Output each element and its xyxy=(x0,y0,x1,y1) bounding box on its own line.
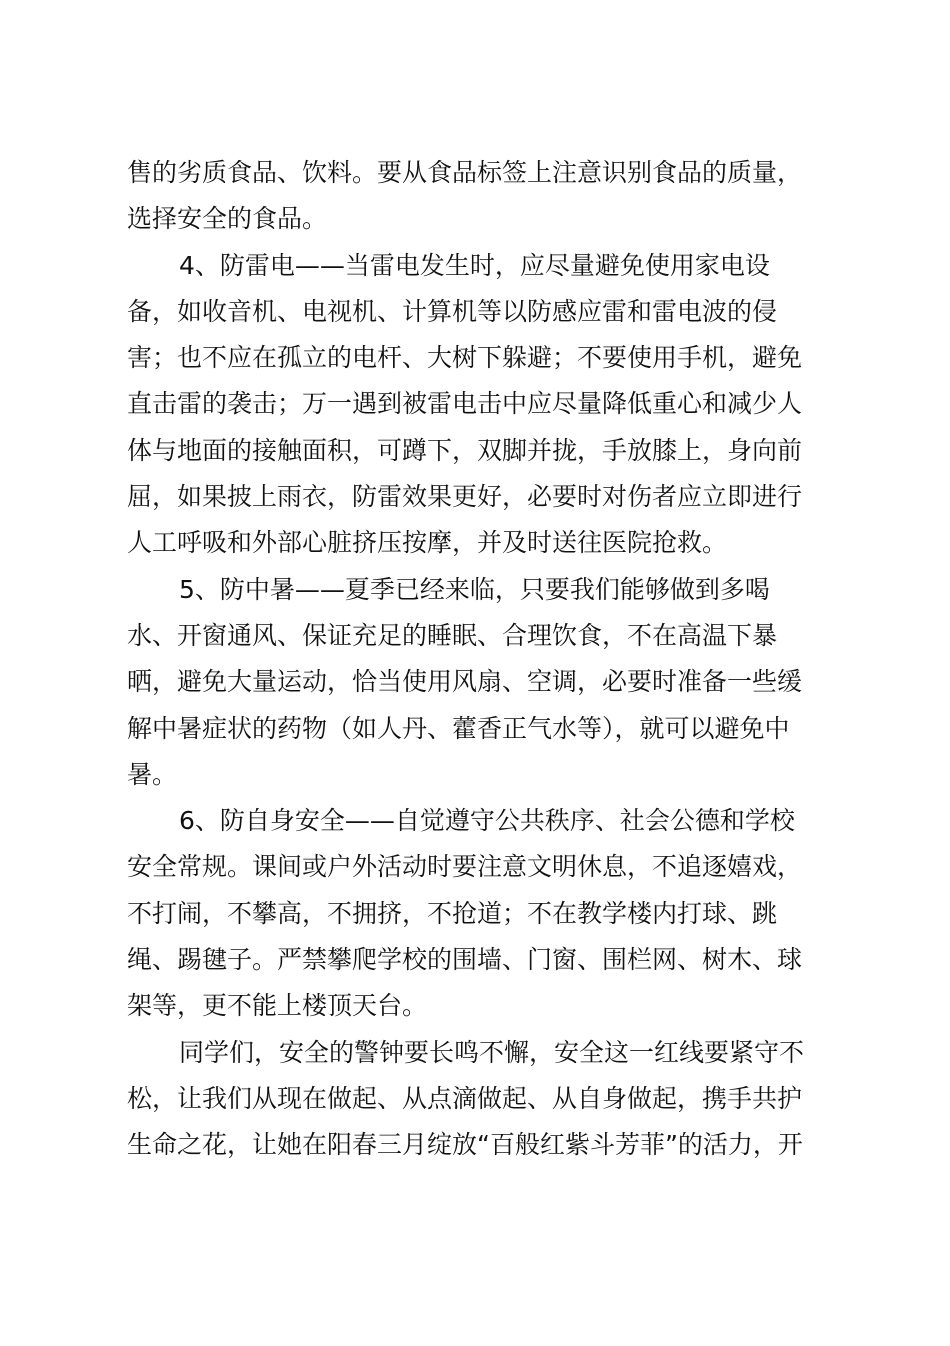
text-line: 晒，避免大量运动，恰当使用风扇、空调，必要时准备一些缓 xyxy=(127,667,803,697)
text-line: 备，如收音机、电视机、计算机等以防感应雷和雷电波的侵 xyxy=(127,296,778,326)
text-line: 选择安全的食品。 xyxy=(127,204,328,234)
text-line: 售的劣质食品、饮料。要从食品标签上注意识别食品的质量， xyxy=(127,158,803,187)
text-line: 安全常规。课间或户外活动时要注意文明休息，不追逐嬉戏， xyxy=(127,852,803,882)
text-line: 暑。 xyxy=(127,759,178,789)
body-text xyxy=(127,150,827,1169)
text-line: 松，让我们从现在做起、从点滴做起、从自身做起，携手共护 xyxy=(127,1083,803,1113)
text-line: 屈，如果披上雨衣，防雷效果更好，必要时对伤者应立即进行 xyxy=(127,482,803,512)
text-line: 架等，更不能上楼顶天台。 xyxy=(127,991,428,1021)
text-line: 解中暑症状的药物（如人丹、藿香正气水等），就可以避免中 xyxy=(127,713,790,743)
text-line: 害；也不应在孤立的电杆、大树下躲避；不要使用手机，避免 xyxy=(127,343,803,373)
text-line: 4、防雷电——当雷电发生时，应尽量避免使用家电设 xyxy=(179,250,770,280)
text-line: 5、防中暑——夏季已经来临，只要我们能够做到多喝 xyxy=(179,574,770,604)
text-line: 6、防自身安全——自觉遵守公共秩序、社会公德和学校 xyxy=(179,806,795,836)
text-line: 不打闹，不攀高，不拥挤，不抢道；不在教学楼内打球、跳 xyxy=(127,898,778,928)
text-line: 体与地面的接触面积，可蹲下，双脚并拢，手放膝上，身向前 xyxy=(127,435,803,465)
text-line: 直击雷的袭击；万一遇到被雷电击中应尽量降低重心和减少人 xyxy=(127,389,803,419)
text-line: 人工呼吸和外部心脏挤压按摩，并及时送往医院抢救。 xyxy=(127,528,728,558)
text-line: 同学们，安全的警钟要长鸣不懈，安全这一红线要紧守不 xyxy=(179,1037,805,1067)
text-line: 水、开窗通风、保证充足的睡眠、合理饮食，不在高温下暴 xyxy=(127,620,778,650)
text-line: 绳、踢毽子。严禁攀爬学校的围墙、门窗、围栏网、树木、球 xyxy=(127,945,803,975)
text-line: 生命之花，让她在阳春三月绽放“百般红紫斗芳菲”的活力，开 xyxy=(127,1130,803,1160)
